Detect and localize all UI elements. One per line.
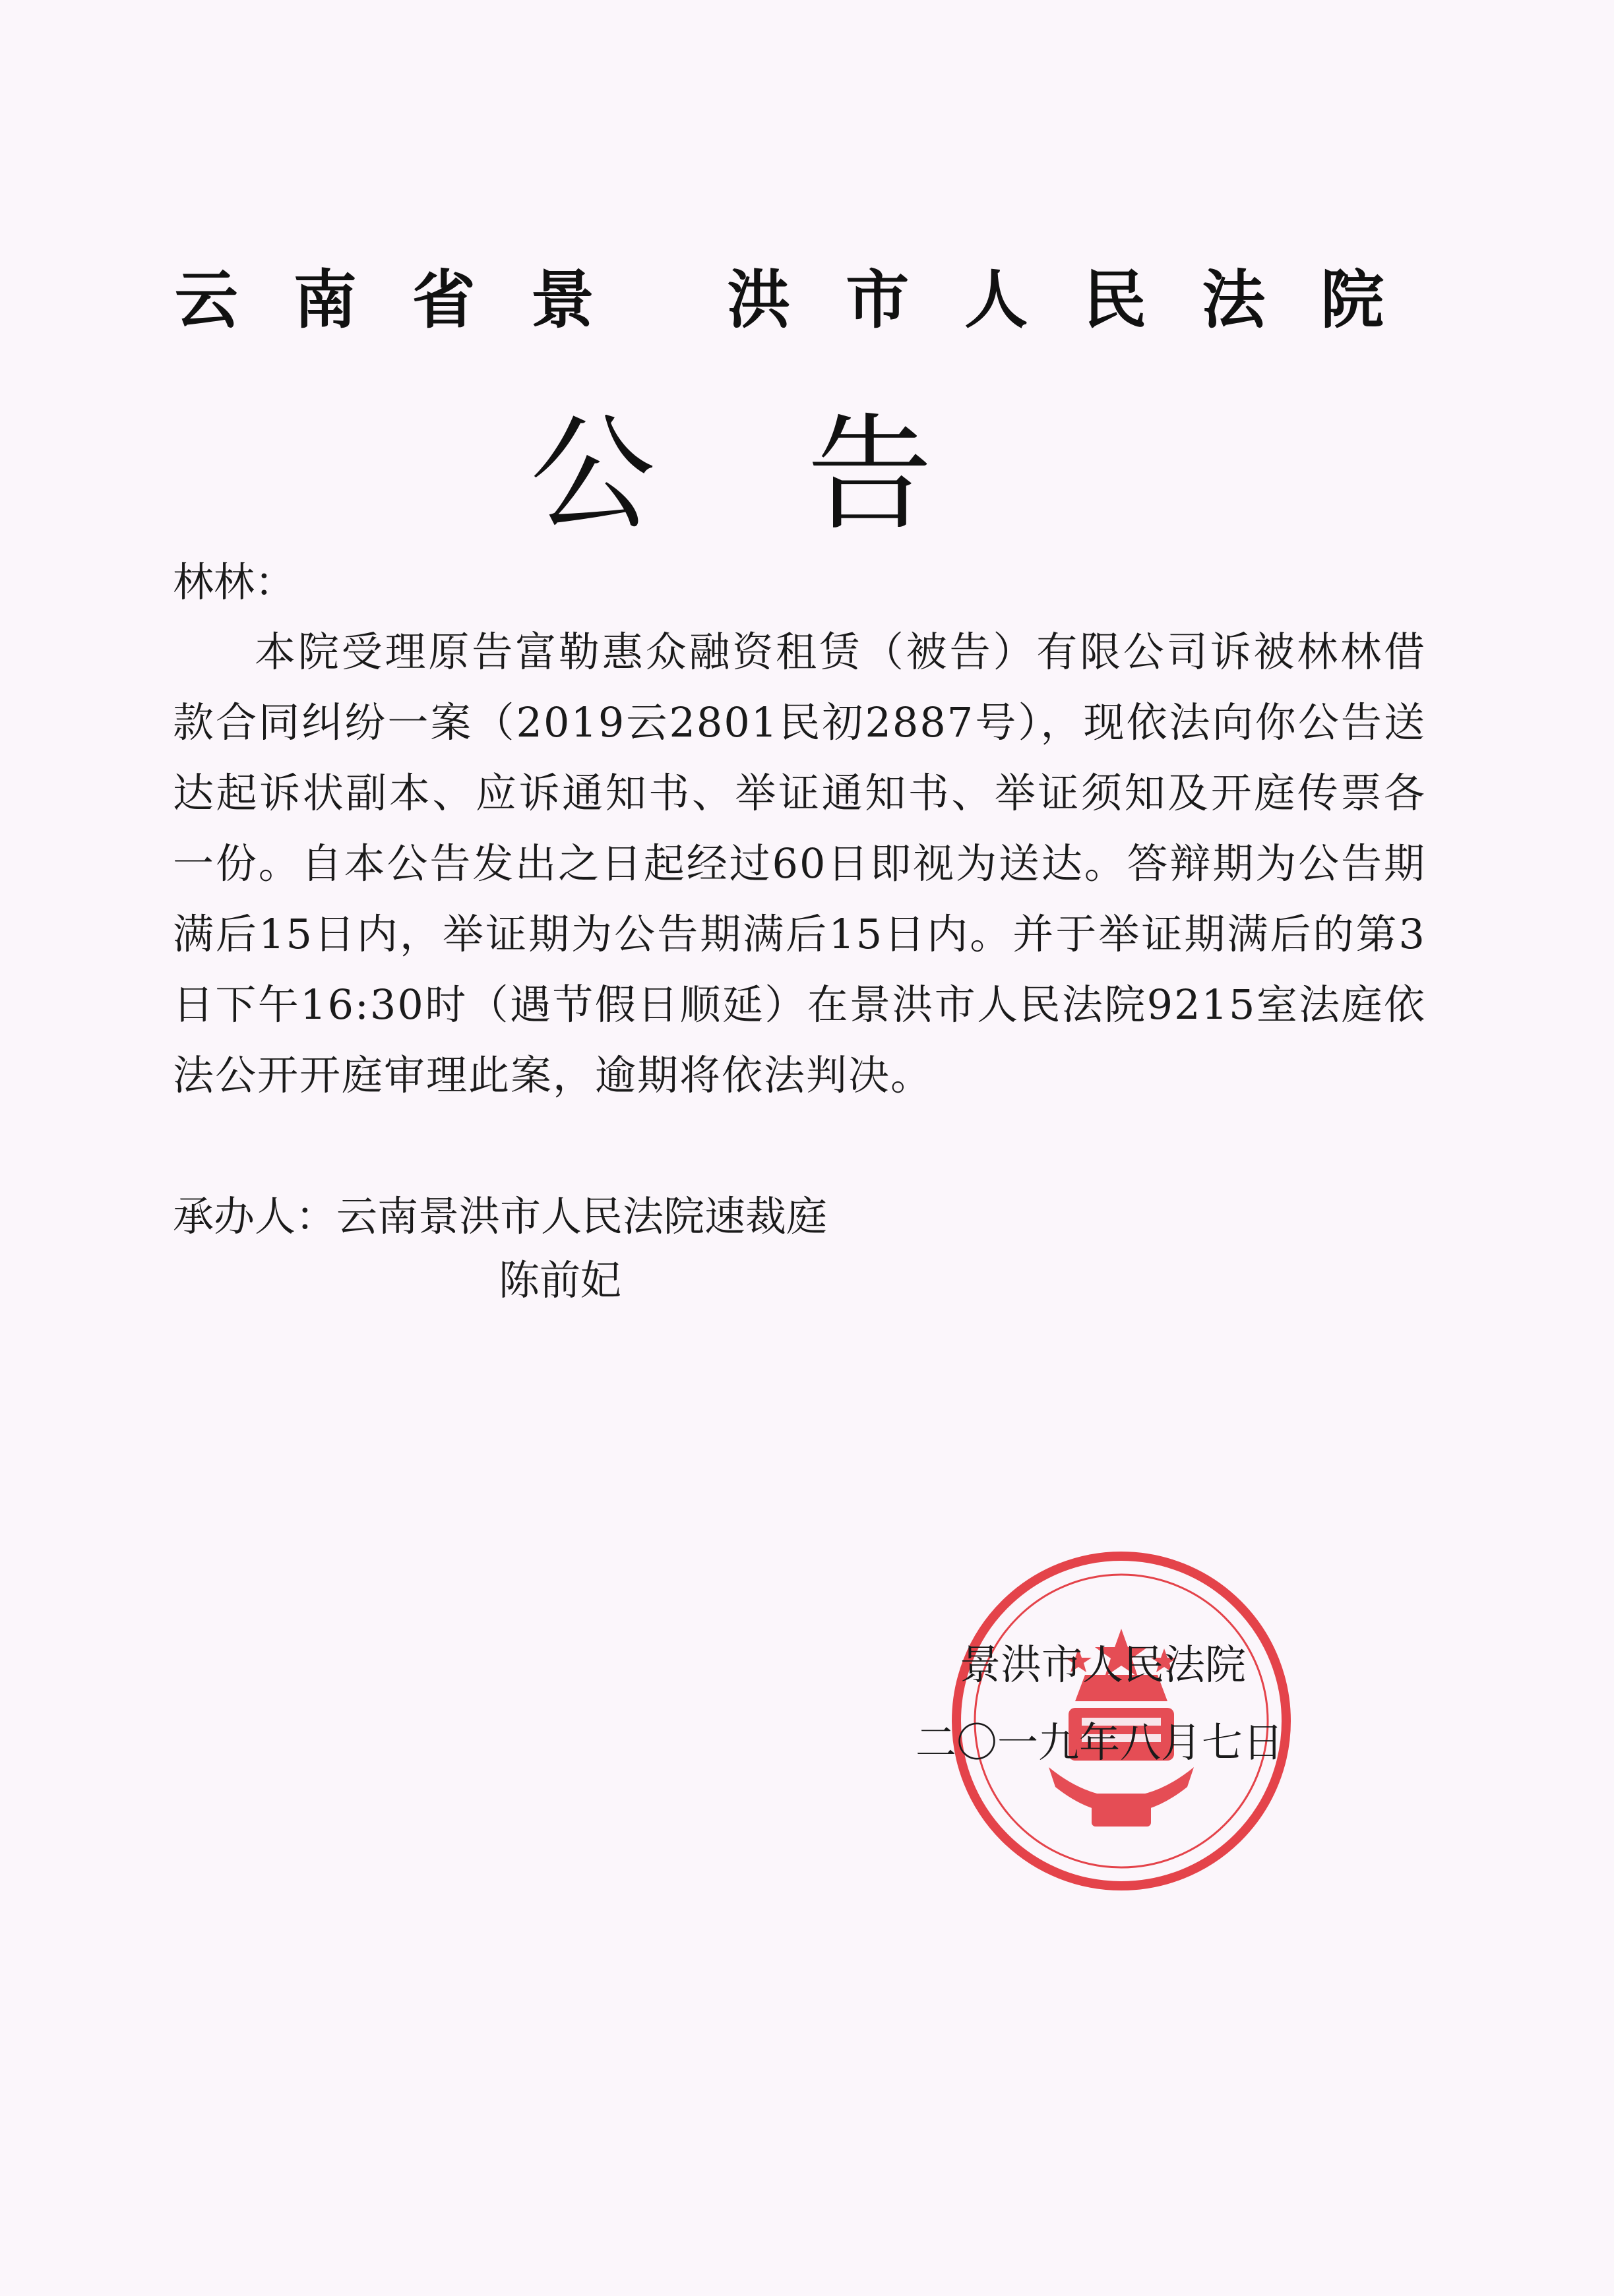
handler-name: 陈前妃 xyxy=(499,1256,622,1304)
issue-date: 二〇一九年八月七日 xyxy=(916,1718,1284,1767)
issuing-court: 景洪市人民法院 xyxy=(960,1641,1247,1689)
notice-body: 本院受理原告富勒惠众融资租赁（被告）有限公司诉被林林借款合同纠纷一案（2019云2801民初2887号），现依法向你公告送达起诉状副本、应诉通知书、举证通知书、举证须知及开庭传票各一份。自本公告发出之日起经过60日即视为送达。答辩期为公告期满后15日内，举证期为公告期满后15日内。并于举证期满后的第3日下午16:30时（遇节假日顺延）在景洪市人民法院9215室法庭依法公开开庭审理此案，逾期将依法判决。 xyxy=(173,628,1426,1099)
addressee: 林林： xyxy=(173,558,296,606)
handler-line: 承办人：云南景洪市人民法院速裁庭 xyxy=(173,1192,828,1240)
document-title: 公告 xyxy=(530,402,1084,547)
court-name: 云南省景 洪市人民法院 xyxy=(174,263,1440,337)
